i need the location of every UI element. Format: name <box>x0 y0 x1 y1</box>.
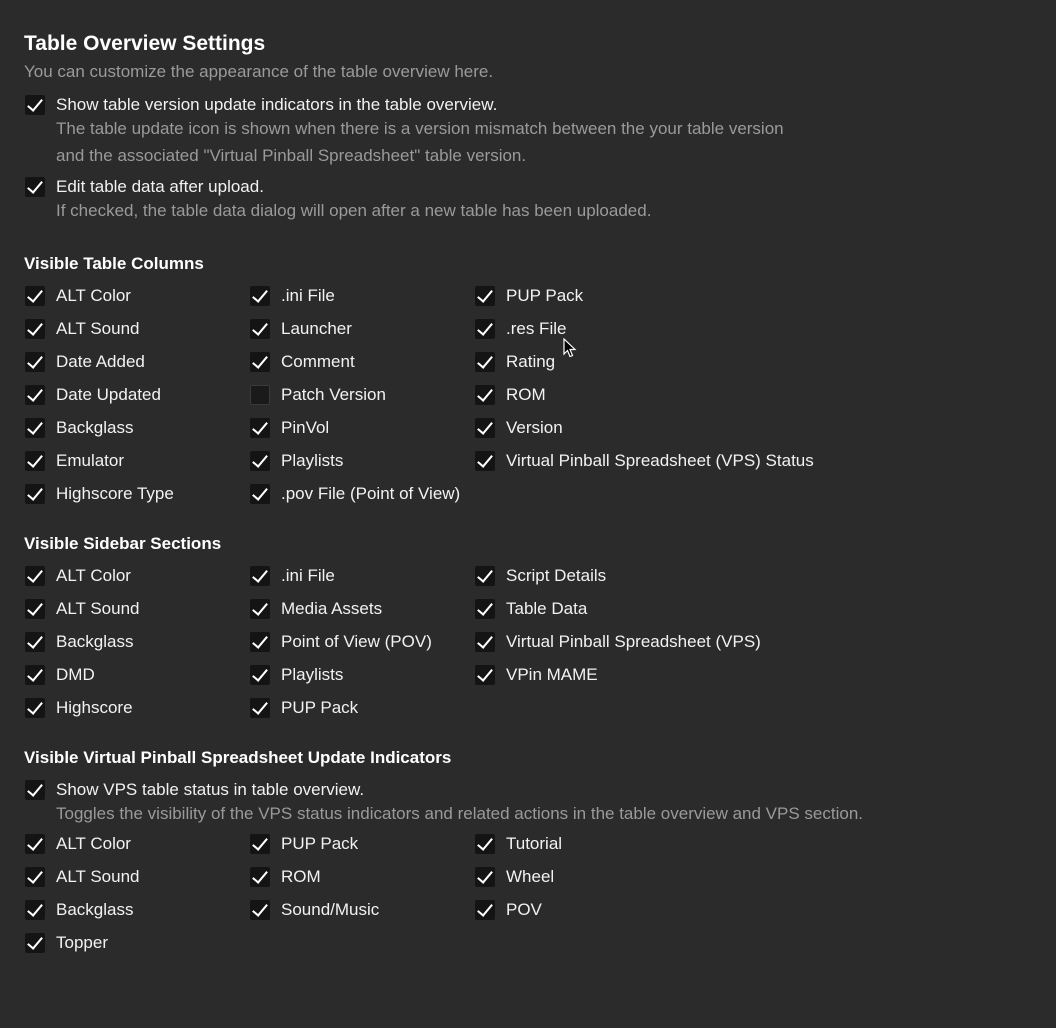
checkbox-checked[interactable] <box>25 900 45 920</box>
checkbox-label[interactable]: PUP Pack <box>506 285 584 305</box>
checkbox-checked[interactable] <box>25 698 45 718</box>
checkbox-checked[interactable] <box>475 867 495 887</box>
checkbox-label[interactable]: Emulator <box>56 450 125 470</box>
checkbox-label[interactable]: ALT Color <box>56 833 131 853</box>
checkbox-label[interactable]: Date Updated <box>56 384 161 404</box>
checkbox-item[interactable] <box>249 658 474 691</box>
page-subtitle: You can customize the appearance of the table overview here. <box>24 62 494 81</box>
mouse-cursor-icon <box>563 338 577 358</box>
checkbox-item[interactable] <box>24 592 249 625</box>
version-indicator-description <box>24 115 1034 169</box>
checkbox-item[interactable] <box>474 444 1034 477</box>
checkbox-checked[interactable] <box>475 319 495 339</box>
checkbox-item[interactable] <box>474 279 1034 312</box>
checkbox-checked[interactable] <box>25 632 45 652</box>
checkbox-item[interactable] <box>249 827 474 860</box>
version-indicator-checkbox[interactable] <box>25 95 45 115</box>
checkbox-item[interactable] <box>24 893 249 926</box>
checkbox-item[interactable] <box>474 860 1034 893</box>
checkbox-label[interactable]: Highscore <box>56 697 133 717</box>
checkbox-label[interactable]: Sound/Music <box>281 899 380 919</box>
checkbox-checked[interactable] <box>250 352 270 372</box>
checkbox-checked[interactable] <box>25 599 45 619</box>
checkbox-label[interactable]: PinVol <box>281 417 330 437</box>
version-indicator-desc-line-1: The table update icon is shown when there is a version mismatch between the your table version <box>56 119 784 138</box>
checkbox-label[interactable]: Date Added <box>56 351 145 371</box>
checkbox-checked[interactable] <box>25 418 45 438</box>
checkbox-item[interactable] <box>24 625 249 658</box>
edit-after-upload-checkbox[interactable] <box>25 177 45 197</box>
checkbox-checked[interactable] <box>25 933 45 953</box>
checkbox-label[interactable]: Wheel <box>506 866 555 886</box>
checkbox-item[interactable] <box>249 893 474 926</box>
checkbox-label[interactable]: Playlists <box>281 664 344 684</box>
checkbox-item[interactable] <box>249 559 474 592</box>
page-title: Table Overview Settings <box>24 32 266 55</box>
checkbox-checked[interactable] <box>25 286 45 306</box>
checkbox-checked[interactable] <box>25 451 45 471</box>
checkbox-label[interactable]: Launcher <box>281 318 352 338</box>
checkbox-label[interactable]: Highscore Type <box>56 483 174 503</box>
checkbox-checked[interactable] <box>475 385 495 405</box>
table-columns-grid <box>24 279 1034 510</box>
option-version-indicator <box>24 88 1034 169</box>
checkbox-label[interactable]: Table Data <box>506 598 588 618</box>
checkbox-label[interactable]: Patch Version <box>281 384 386 404</box>
checkbox-item[interactable] <box>474 592 1034 625</box>
option-vps-status-toggle <box>24 773 1034 827</box>
option-edit-after-upload <box>24 170 1034 224</box>
checkbox-label[interactable]: .res File <box>506 318 567 338</box>
checkbox-label[interactable]: PUP Pack <box>281 697 359 717</box>
checkbox-label[interactable]: Comment <box>281 351 355 371</box>
checkbox-checked[interactable] <box>25 834 45 854</box>
checkbox-label[interactable]: DMD <box>56 664 95 684</box>
checkbox-checked[interactable] <box>250 286 270 306</box>
checkbox-label[interactable]: .ini File <box>281 565 335 585</box>
checkbox-item[interactable] <box>24 279 249 312</box>
checkbox-checked[interactable] <box>250 834 270 854</box>
edit-after-upload-label[interactable]: Edit table data after upload. <box>56 176 264 196</box>
checkbox-checked[interactable] <box>475 834 495 854</box>
vps-status-toggle-label[interactable]: Show VPS table status in table overview. <box>56 779 365 799</box>
checkbox-item[interactable] <box>474 559 1034 592</box>
checkbox-item[interactable] <box>24 477 249 510</box>
checkbox-item[interactable] <box>249 279 474 312</box>
checkbox-unchecked[interactable] <box>250 385 270 405</box>
checkbox-checked[interactable] <box>250 665 270 685</box>
checkbox-label[interactable]: Point of View (POV) <box>281 631 432 651</box>
checkbox-checked[interactable] <box>475 566 495 586</box>
checkbox-checked[interactable] <box>250 900 270 920</box>
checkbox-item[interactable] <box>24 345 249 378</box>
checkbox-item[interactable] <box>24 411 249 444</box>
checkbox-item[interactable] <box>249 592 474 625</box>
checkbox-checked[interactable] <box>25 385 45 405</box>
checkbox-label[interactable]: Script Details <box>506 565 607 585</box>
checkbox-label[interactable]: ROM <box>506 384 546 404</box>
checkbox-item[interactable] <box>474 411 1034 444</box>
checkbox-item[interactable] <box>249 860 474 893</box>
checkbox-label[interactable]: ALT Sound <box>56 866 140 886</box>
edit-after-upload-desc-line-1: If checked, the table data dialog will open after a new table has been uploaded. <box>56 201 652 220</box>
checkbox-checked[interactable] <box>475 599 495 619</box>
checkbox-item[interactable] <box>249 691 474 724</box>
checkbox-label[interactable]: Topper <box>56 932 108 952</box>
checkbox-label[interactable]: Tutorial <box>506 833 563 853</box>
checkbox-item[interactable] <box>249 345 474 378</box>
checkbox-checked[interactable] <box>250 418 270 438</box>
checkbox-item[interactable] <box>249 625 474 658</box>
checkbox-checked[interactable] <box>250 867 270 887</box>
checkbox-label[interactable]: Backglass <box>56 899 134 919</box>
checkbox-label[interactable]: Virtual Pinball Spreadsheet (VPS) <box>506 631 761 651</box>
checkbox-checked[interactable] <box>250 484 270 504</box>
checkbox-checked[interactable] <box>25 352 45 372</box>
checkbox-label[interactable]: ALT Sound <box>56 598 140 618</box>
vps-status-toggle-desc-line-1: Toggles the visibility of the VPS status indicators and related actions in the table overview and VPS section. <box>56 804 864 823</box>
checkbox-label[interactable]: ALT Color <box>56 285 131 305</box>
checkbox-checked[interactable] <box>250 451 270 471</box>
checkbox-item[interactable] <box>24 860 249 893</box>
checkbox-checked[interactable] <box>250 632 270 652</box>
checkbox-checked[interactable] <box>25 665 45 685</box>
checkbox-label[interactable]: VPin MAME <box>506 664 598 684</box>
checkbox-label[interactable]: PUP Pack <box>281 833 359 853</box>
checkbox-checked[interactable] <box>475 632 495 652</box>
checkbox-label[interactable]: Version <box>506 417 563 437</box>
checkbox-checked[interactable] <box>475 418 495 438</box>
checkbox-label[interactable]: .ini File <box>281 285 335 305</box>
checkbox-item[interactable] <box>249 378 474 411</box>
checkbox-item[interactable] <box>249 444 474 477</box>
checkbox-item[interactable] <box>249 477 474 510</box>
checkbox-checked[interactable] <box>475 451 495 471</box>
checkbox-item[interactable] <box>474 345 1034 378</box>
checkbox-checked[interactable] <box>475 352 495 372</box>
checkbox-item[interactable] <box>474 312 1034 345</box>
checkbox-item[interactable] <box>24 658 249 691</box>
checkbox-label[interactable]: Rating <box>506 351 556 371</box>
section-title-vps-indicators: Visible Virtual Pinball Spreadsheet Update Indicators <box>24 748 452 767</box>
checkbox-label[interactable]: POV <box>506 899 542 919</box>
checkbox-item[interactable] <box>24 378 249 411</box>
checkbox-label[interactable]: ALT Sound <box>56 318 140 338</box>
checkbox-item[interactable] <box>474 658 1034 691</box>
checkbox-label[interactable]: Backglass <box>56 631 134 651</box>
vps-indicators-grid <box>24 827 1034 959</box>
section-title-table-columns: Visible Table Columns <box>24 254 204 273</box>
checkbox-checked[interactable] <box>250 319 270 339</box>
checkbox-item[interactable] <box>474 625 1034 658</box>
section-title-sidebar-sections: Visible Sidebar Sections <box>24 534 222 553</box>
checkbox-item[interactable] <box>24 444 249 477</box>
sidebar-sections-grid <box>24 559 1034 724</box>
checkbox-label[interactable]: Virtual Pinball Spreadsheet (VPS) Status <box>506 450 814 470</box>
checkbox-checked[interactable] <box>250 599 270 619</box>
checkbox-item[interactable] <box>249 312 474 345</box>
checkbox-item[interactable] <box>474 893 1034 926</box>
version-indicator-desc-line-2: and the associated "Virtual Pinball Spreadsheet" table version. <box>56 146 527 165</box>
checkbox-item[interactable] <box>24 559 249 592</box>
checkbox-checked[interactable] <box>25 867 45 887</box>
checkbox-checked[interactable] <box>250 698 270 718</box>
checkbox-label[interactable]: ALT Color <box>56 565 131 585</box>
version-indicator-label[interactable]: Show table version update indicators in the table overview. <box>56 94 498 114</box>
checkbox-item[interactable] <box>24 312 249 345</box>
checkbox-checked[interactable] <box>475 900 495 920</box>
checkbox-item[interactable] <box>474 827 1034 860</box>
checkbox-checked[interactable] <box>475 286 495 306</box>
checkbox-checked[interactable] <box>25 319 45 339</box>
table-overview-settings-panel <box>24 30 1034 959</box>
checkbox-label[interactable]: .pov File (Point of View) <box>281 483 461 503</box>
checkbox-label[interactable]: Playlists <box>281 450 344 470</box>
checkbox-item[interactable] <box>24 691 249 724</box>
checkbox-checked[interactable] <box>250 566 270 586</box>
checkbox-item[interactable] <box>24 827 249 860</box>
checkbox-label[interactable]: ROM <box>281 866 321 886</box>
checkbox-item[interactable] <box>24 926 249 959</box>
checkbox-checked[interactable] <box>25 566 45 586</box>
checkbox-item[interactable] <box>249 411 474 444</box>
checkbox-checked[interactable] <box>475 665 495 685</box>
checkbox-checked[interactable] <box>25 484 45 504</box>
vps-status-toggle-checkbox[interactable] <box>25 780 45 800</box>
checkbox-item[interactable] <box>474 378 1034 411</box>
checkbox-label[interactable]: Media Assets <box>281 598 383 618</box>
edit-after-upload-description <box>24 197 1034 224</box>
vps-status-toggle-description <box>24 800 1034 827</box>
checkbox-label[interactable]: Backglass <box>56 417 134 437</box>
